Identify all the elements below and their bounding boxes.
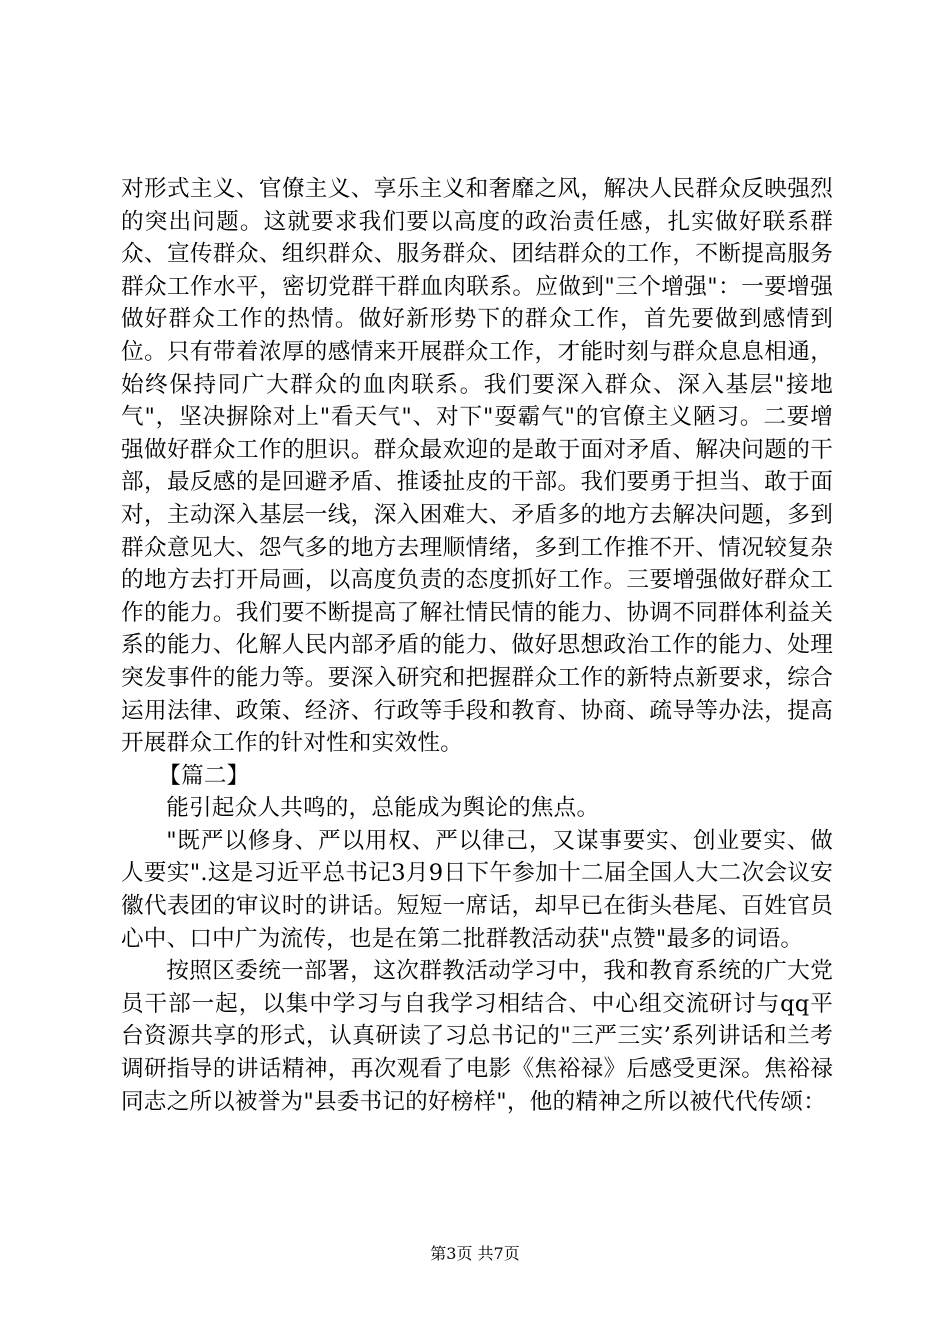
page-footer	[0, 1244, 950, 1264]
section-heading: 【篇二】	[158, 762, 250, 789]
paragraph: "既严以修身、严以用权、严以律己，又谋事要实、创业要实、做人要实".这是习近平总书记3月9日下午参加十二届全国人大二次会议安徽代表团的审议时的讲话。短短一席话，却早已在街头巷尾、百姓官员心中、口中广为流传，也是在第二批群教活动获"点赞"最多的词语。	[121, 827, 833, 952]
document-body	[121, 173, 833, 1118]
paragraph: 能引起众人共鸣的，总能成为舆论的焦点。	[166, 795, 600, 822]
page-number-label: 第3页 共7页	[430, 1244, 520, 1263]
paragraph-continuation: 对形式主义、官僚主义、享乐主义和奢靡之风，解决人民群众反映强烈的突出问题。这就要求我们要以高度的政治责任感，扎实做好联系群众、宣传群众、组织群众、服务群众、团结群众的工作，不断提高服务群众工作水平，密切党群干群血肉联系。应做到"三个增强"：一要增强做好群众工作的热情。做好新形势下的群众工作，首先要做到感情到位。只有带着浓厚的感情来开展群众工作，才能时刻与群众息息相通，始终保持同广大群众的血肉联系。我们要深入群众、深入基层"接地气"，坚决摒除对上"看天气"、对下"耍霸气"的官僚主义陋习。二要增强做好群众工作的胆识。群众最欢迎的是敢于面对矛盾、解决问题的干部，最反感的是回避矛盾、推诿扯皮的干部。我们要勇于担当、敢于面对，主动深入基层一线，深入困难大、矛盾多的地方去解决问题，多到群众意见大、怨气多的地方去理顺情绪，多到工作推不开、情况较复杂的地方去打开局画，以高度负责的态度抓好工作。三要增强做好群众工作的能力。我们要不断提高了解社情民情的能力、协调不同群体利益关系的能力、化解人民内部矛盾的能力、做好思想政治工作的能力、处理突发事件的能力等。要深入研究和把握群众工作的新特点新要求，综合运用法律、政策、经济、行政等手段和教育、协商、疏导等办法，提高开展群众工作的针对性和实效性。	[121, 176, 833, 757]
paragraph: 按照区委统一部署，这次群教活动学习中，我和教育系统的广大党员干部一起，以集中学习与自我学习相结合、中心组交流研讨与qq平台资源共享的形式，认真研读了习总书记的"三严三实’系列讲话和兰考调研指导的讲话精神，再次观看了电影《焦裕禄》后感受更深。焦裕禄同志之所以被誉为"县委书记的好榜样"，他的精神之所以被代代传颂：	[121, 958, 833, 1115]
